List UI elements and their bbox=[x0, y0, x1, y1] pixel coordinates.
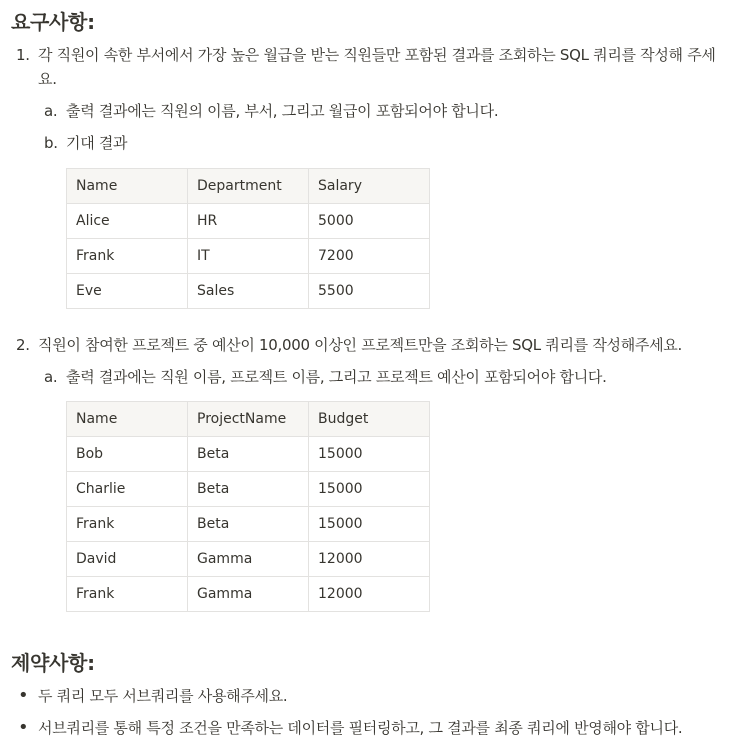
table-cell: Beta bbox=[188, 437, 309, 472]
constraints-heading: 제약사항: bbox=[11, 651, 95, 675]
subitem-text: 기대 결과 bbox=[66, 134, 128, 152]
table-cell: Frank bbox=[67, 507, 188, 542]
requirements-heading: 요구사항: bbox=[11, 10, 95, 34]
table-cell: Gamma bbox=[188, 542, 309, 577]
column-header: Salary bbox=[309, 169, 430, 204]
constraint-text: 서브쿼리를 통해 특정 조건을 만족하는 데이터를 필터링하고, 그 결과를 최종 쿼리에 반영해야 합니다. bbox=[38, 719, 683, 737]
table-cell: Charlie bbox=[67, 472, 188, 507]
table-cell: Alice bbox=[67, 204, 188, 239]
list-marker: a. bbox=[44, 102, 58, 120]
constraint-item-1 bbox=[18, 684, 287, 708]
subitem-text: 출력 결과에는 직원의 이름, 부서, 그리고 월급이 포함되어야 합니다. bbox=[66, 102, 499, 120]
requirement-1-subitem-a bbox=[44, 99, 498, 123]
table-row bbox=[67, 274, 430, 309]
table-header-row bbox=[67, 169, 430, 204]
column-header: Department bbox=[188, 169, 309, 204]
expected-result-table-2 bbox=[66, 401, 430, 612]
constraint-text: 두 쿼리 모두 서브쿼리를 사용해주세요. bbox=[38, 687, 288, 705]
table-row bbox=[67, 437, 430, 472]
requirement-1-subitem-b bbox=[44, 131, 127, 155]
table-cell: 12000 bbox=[309, 542, 430, 577]
constraint-item-2 bbox=[18, 716, 682, 740]
table-cell: IT bbox=[188, 239, 309, 274]
table-cell: Sales bbox=[188, 274, 309, 309]
table-row bbox=[67, 204, 430, 239]
requirement-item-1 bbox=[16, 43, 721, 91]
requirement-2-subitem-a bbox=[44, 365, 607, 389]
table-cell: David bbox=[67, 542, 188, 577]
table-cell: 7200 bbox=[309, 239, 430, 274]
column-header: Name bbox=[67, 169, 188, 204]
list-marker: 2. bbox=[16, 336, 30, 354]
table-cell: 5500 bbox=[309, 274, 430, 309]
table-row bbox=[67, 472, 430, 507]
table-cell: Gamma bbox=[188, 577, 309, 612]
requirement-text: 각 직원이 속한 부서에서 가장 높은 월급을 받는 직원들만 포함된 결과를 조회하는 SQL 쿼리를 작성해 주세요. bbox=[38, 46, 716, 88]
expected-result-table-1 bbox=[66, 168, 430, 309]
column-header: Budget bbox=[309, 402, 430, 437]
column-header: Name bbox=[67, 402, 188, 437]
table-row bbox=[67, 239, 430, 274]
table-row bbox=[67, 542, 430, 577]
table-cell: 5000 bbox=[309, 204, 430, 239]
table-cell: Frank bbox=[67, 239, 188, 274]
table-cell: 15000 bbox=[309, 472, 430, 507]
table-cell: 12000 bbox=[309, 577, 430, 612]
list-marker: a. bbox=[44, 368, 58, 386]
list-marker: 1. bbox=[16, 46, 30, 64]
table-cell: 15000 bbox=[309, 437, 430, 472]
bullet-icon: • bbox=[18, 717, 29, 738]
table-row bbox=[67, 577, 430, 612]
table-cell: Frank bbox=[67, 577, 188, 612]
table-cell: Beta bbox=[188, 472, 309, 507]
bullet-icon: • bbox=[18, 685, 29, 706]
table-cell: HR bbox=[188, 204, 309, 239]
list-marker: b. bbox=[44, 134, 58, 152]
table-cell: Eve bbox=[67, 274, 188, 309]
table-row bbox=[67, 507, 430, 542]
requirement-item-2 bbox=[16, 333, 721, 357]
table-cell: 15000 bbox=[309, 507, 430, 542]
table-cell: Beta bbox=[188, 507, 309, 542]
column-header: ProjectName bbox=[188, 402, 309, 437]
subitem-text: 출력 결과에는 직원 이름, 프로젝트 이름, 그리고 프로젝트 예산이 포함되어야 합니다. bbox=[66, 368, 607, 386]
table-cell: Bob bbox=[67, 437, 188, 472]
requirement-text: 직원이 참여한 프로젝트 중 예산이 10,000 이상인 프로젝트만을 조회하는 SQL 쿼리를 작성해주세요. bbox=[38, 336, 682, 354]
table-header-row bbox=[67, 402, 430, 437]
